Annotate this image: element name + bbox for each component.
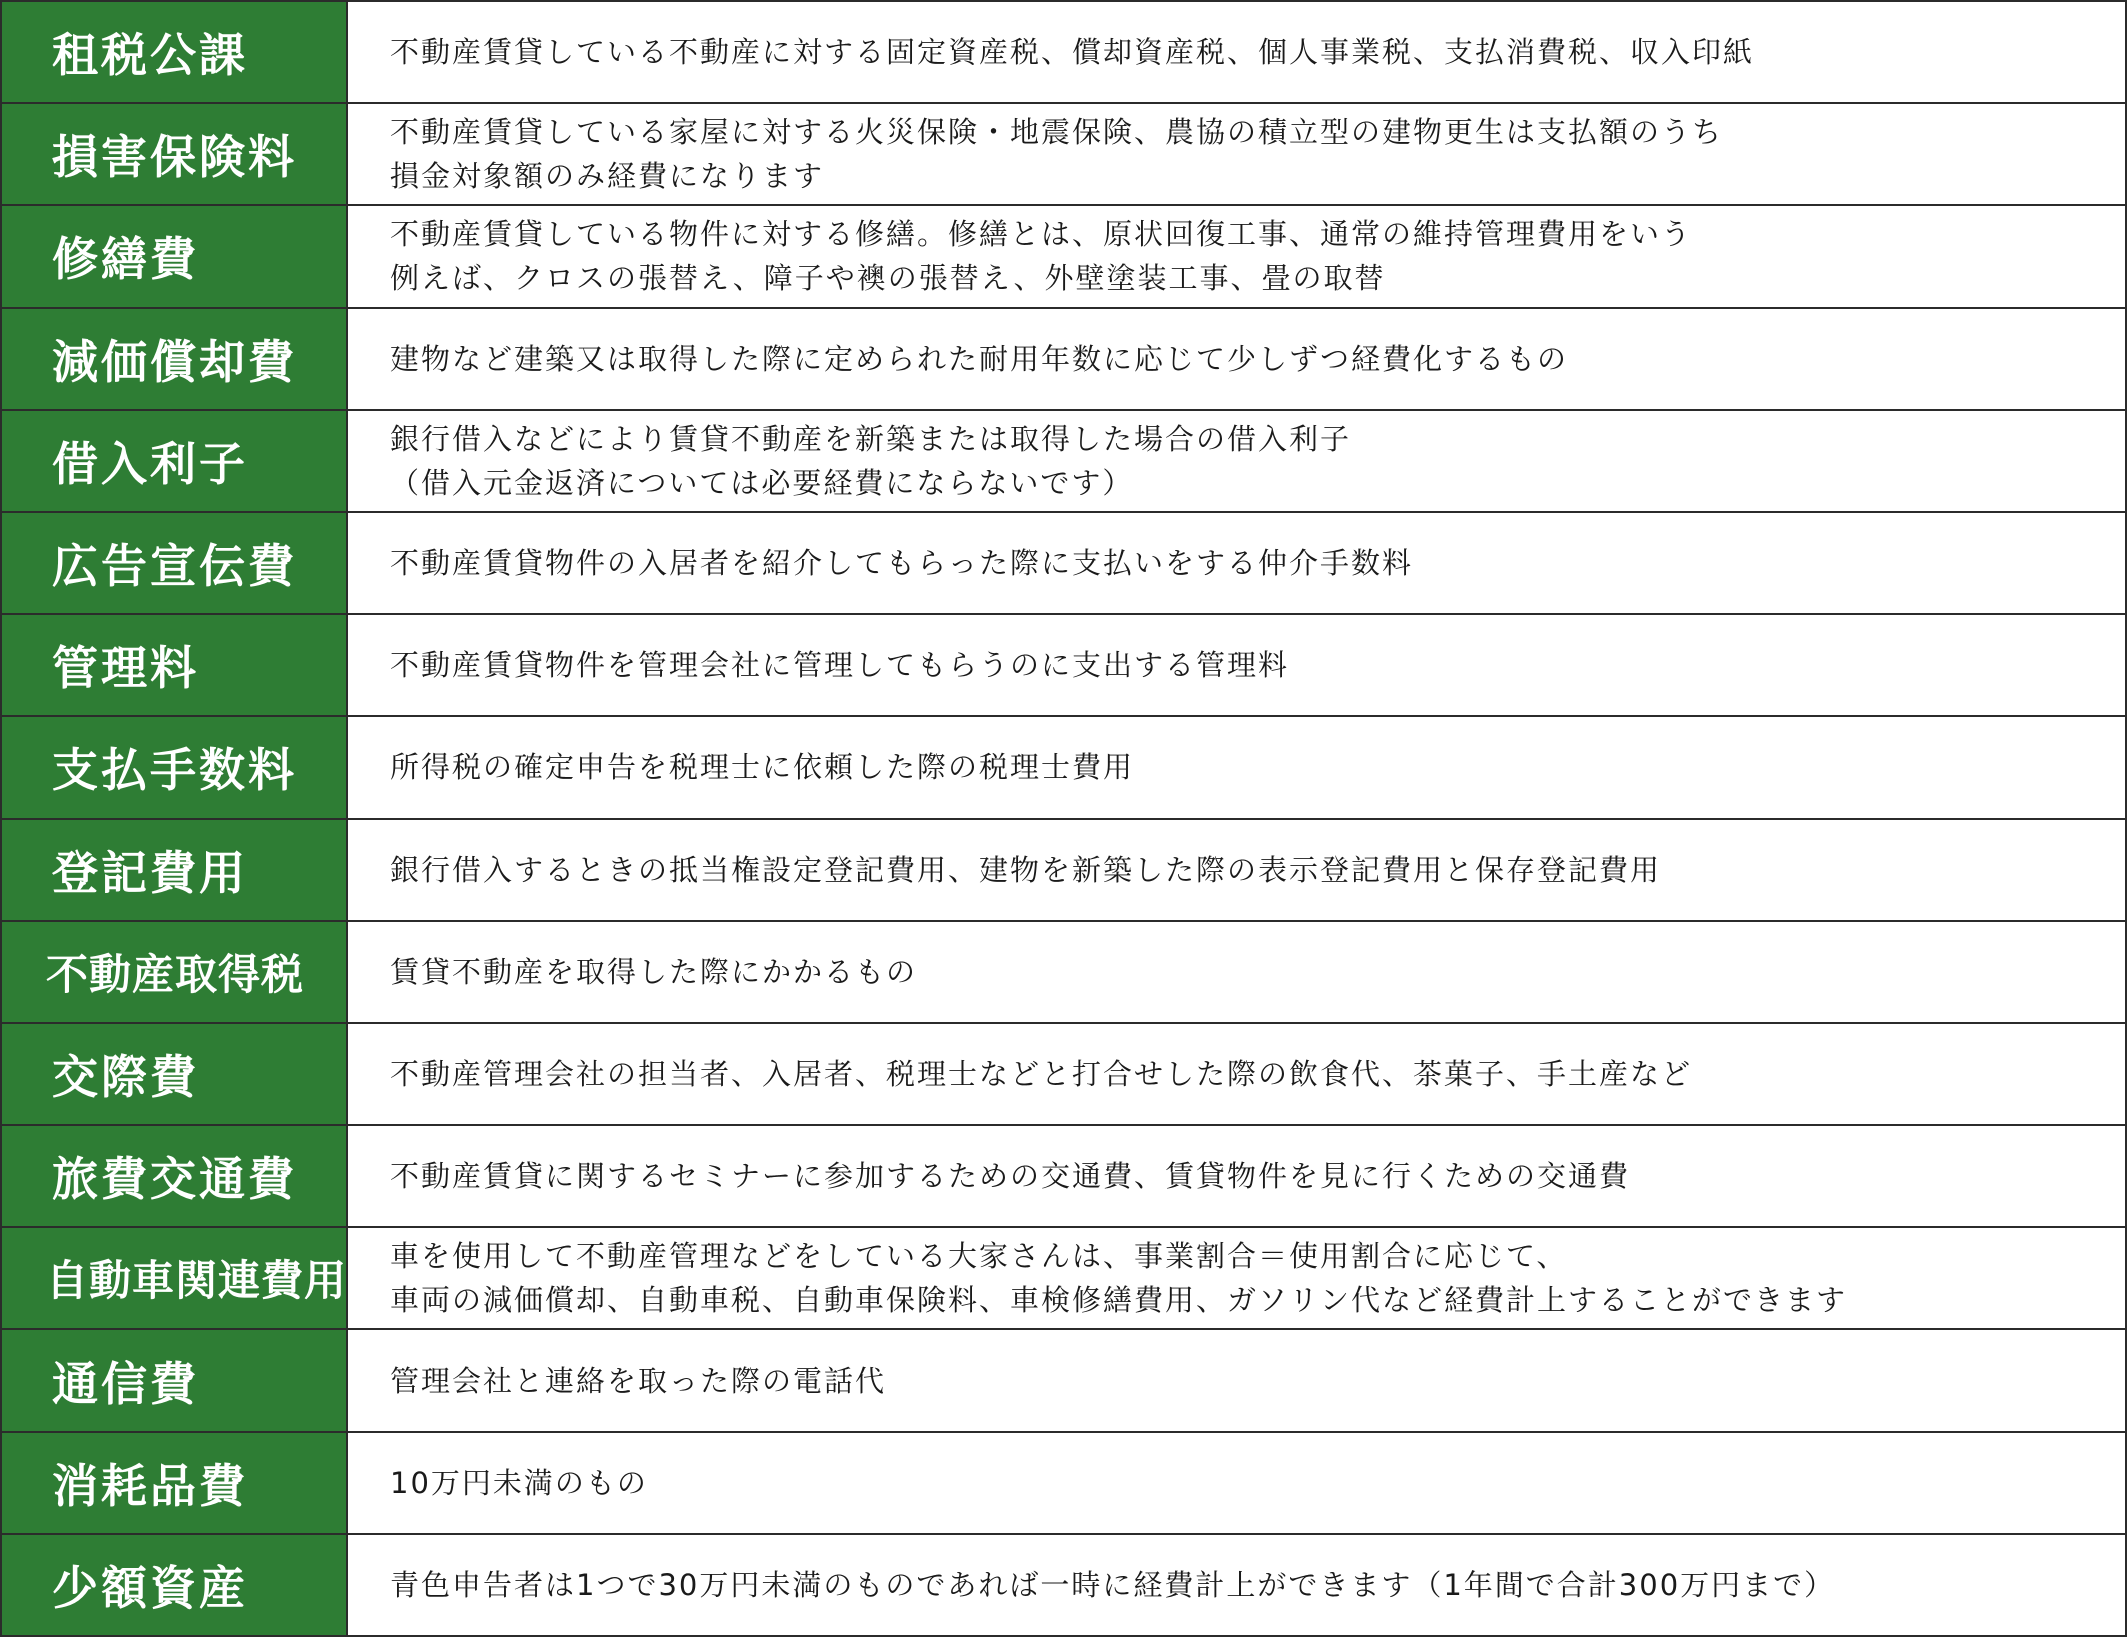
description-cell — [348, 206, 2125, 306]
category-label: 減価償却費 — [2, 309, 348, 409]
description-cell — [348, 922, 2125, 1022]
description-cell — [348, 1024, 2125, 1124]
table-row — [2, 513, 2125, 615]
description-line: 不動産管理会社の担当者、入居者、税理士などと打合せした際の飲食代、茶菓子、手土産など — [390, 1056, 1693, 1091]
table-row — [2, 1433, 2125, 1535]
category-label: 交際費 — [2, 1024, 348, 1124]
description-line: 不動産賃貸している不動産に対する固定資産税、償却資産税、個人事業税、支払消費税、収入印紙 — [390, 35, 1755, 70]
description-line: 銀行借入などにより賃貸不動産を新築または取得した場合の借入利子 — [390, 421, 1352, 456]
description-cell — [348, 411, 2125, 511]
category-label: 通信費 — [2, 1330, 348, 1430]
category-label: 修繕費 — [2, 206, 348, 306]
table-row — [2, 717, 2125, 819]
description-line: 青色申告者は1つで30万円未満のものであれば一時に経費計上ができます（1年間で合計300万円まで） — [390, 1567, 1836, 1602]
category-label: 旅費交通費 — [2, 1126, 348, 1226]
category-label: 支払手数料 — [2, 717, 348, 817]
description-line: 不動産賃貸に関するセミナーに参加するための交通費、賃貸物件を見に行くための交通費 — [390, 1159, 1631, 1194]
description-line: 不動産賃貸している家屋に対する火災保険・地震保険、農協の積立型の建物更生は支払額のうち — [390, 115, 1724, 150]
description-line: 車を使用して不動産管理などをしている大家さんは、事業割合＝使用割合に応じて、 — [390, 1239, 1568, 1274]
description-line: 車両の減価償却、自動車税、自動車保険料、車検修繕費用、ガソリン代など経費計上することができます — [390, 1283, 1848, 1318]
description-cell — [348, 820, 2125, 920]
category-label: 広告宣伝費 — [2, 513, 348, 613]
table-row — [2, 1228, 2125, 1330]
description-line: 不動産賃貸物件を管理会社に管理してもらうのに支出する管理料 — [390, 648, 1290, 683]
table-row — [2, 820, 2125, 922]
table-row — [2, 104, 2125, 206]
category-label: 自動車関連費用 — [2, 1228, 348, 1328]
description-line: 不動産賃貸物件の入居者を紹介してもらった際に支払いをする仲介手数料 — [390, 546, 1414, 581]
table-row — [2, 411, 2125, 513]
description-cell — [348, 104, 2125, 204]
description-cell — [348, 1535, 2125, 1635]
description-cell — [348, 1126, 2125, 1226]
description-line: （借入元金返済については必要経費にならないです） — [390, 465, 1134, 500]
category-label: 登記費用 — [2, 820, 348, 920]
description-cell — [348, 1433, 2125, 1533]
category-label: 租税公課 — [2, 2, 348, 102]
description-cell — [348, 513, 2125, 613]
category-label: 不動産取得税 — [2, 922, 348, 1022]
description-line: 銀行借入するときの抵当権設定登記費用、建物を新築した際の表示登記費用と保存登記費用 — [390, 852, 1662, 887]
table-row — [2, 1024, 2125, 1126]
description-line: 所得税の確定申告を税理士に依頼した際の税理士費用 — [390, 750, 1135, 785]
table-row — [2, 309, 2125, 411]
category-label: 消耗品費 — [2, 1433, 348, 1533]
table-row — [2, 1330, 2125, 1432]
category-label: 管理料 — [2, 615, 348, 715]
category-label: 借入利子 — [2, 411, 348, 511]
table-row — [2, 2, 2125, 104]
description-cell — [348, 309, 2125, 409]
description-cell — [348, 615, 2125, 715]
description-line: 損金対象額のみ経費になります — [390, 159, 825, 194]
table-row — [2, 1126, 2125, 1228]
description-line: 例えば、クロスの張替え、障子や襖の張替え、外壁塗装工事、畳の取替 — [390, 261, 1386, 296]
category-label: 少額資産 — [2, 1535, 348, 1635]
description-line: 10万円未満のもの — [390, 1465, 648, 1500]
description-line: 建物など建築又は取得した際に定められた耐用年数に応じて少しずつ経費化するもの — [390, 341, 1569, 376]
table-row — [2, 206, 2125, 308]
description-cell — [348, 717, 2125, 817]
description-line: 賃貸不動産を取得した際にかかるもの — [390, 954, 918, 989]
category-label: 損害保険料 — [2, 104, 348, 204]
description-cell — [348, 1330, 2125, 1430]
description-cell — [348, 2, 2125, 102]
description-line: 管理会社と連絡を取った際の電話代 — [390, 1363, 887, 1398]
description-line: 不動産賃貸している物件に対する修繕。修繕とは、原状回復工事、通常の維持管理費用をいう — [390, 217, 1693, 252]
table-row — [2, 922, 2125, 1024]
table-row — [2, 615, 2125, 717]
description-cell — [348, 1228, 2125, 1328]
table-row — [2, 1535, 2125, 1635]
